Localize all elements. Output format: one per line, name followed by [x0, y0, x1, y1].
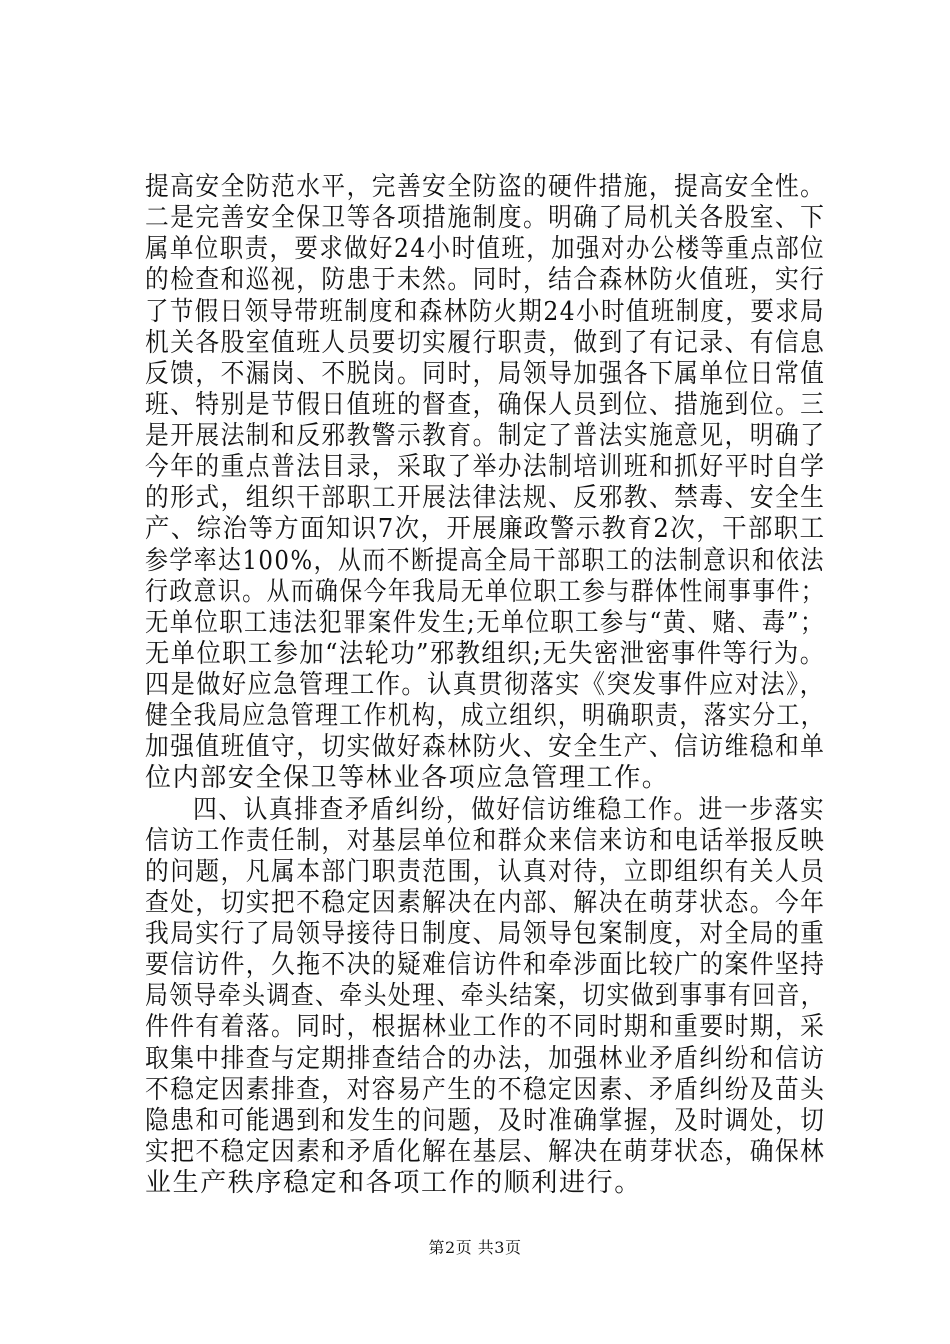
body-line: 无单位职工参加“法轮功”邪教组织;无失密泄密事件等行为。: [145, 639, 826, 669]
body-line: 属单位职责，要求做好24小时值班，加强对办公楼等重点部位: [145, 234, 826, 264]
body-line: 是开展法制和反邪教警示教育。制定了普法实施意见，明确了: [145, 421, 826, 451]
body-line: 参学率达100%，从而不断提高全局干部职工的法制意识和依法: [145, 546, 825, 576]
body-line: 信访工作责任制，对基层单位和群众来信来访和电话举报反映: [145, 826, 826, 856]
body-line: 业生产秩序稳定和各项工作的顺利进行。: [145, 1168, 642, 1198]
body-line: 加强值班值守，切实做好森林防火、安全生产、信访维稳和单: [145, 732, 826, 762]
body-line: 行政意识。从而确保今年我局无单位职工参与群体性闹事事件；: [145, 577, 826, 607]
body-line: 今年的重点普法目录，采取了举办法制培训班和抓好平时自学: [145, 452, 826, 482]
section-heading-line: 四、认真排查矛盾纠纷，做好信访维稳工作。进一步落实: [193, 795, 826, 825]
body-line: 查处，切实把不稳定因素解决在内部、解决在萌芽状态。今年: [145, 888, 826, 918]
body-line: 取集中排查与定期排查结合的办法，加强林业矛盾纠纷和信访: [145, 1044, 826, 1074]
body-line: 要信访件，久拖不决的疑难信访件和牵涉面比较广的案件坚持: [145, 950, 826, 980]
body-line: 四是做好应急管理工作。认真贯彻落实《突发事件应对法》，: [145, 670, 826, 700]
body-line: 的问题，凡属本部门职责范围，认真对待，立即组织有关人员: [145, 857, 826, 887]
body-line: 机关各股室值班人员要切实履行职责，做到了有记录、有信息: [145, 328, 826, 358]
body-line: 二是完善安全保卫等各项措施制度。明确了局机关各股室、下: [145, 203, 826, 233]
body-line: 位内部安全保卫等林业各项应急管理工作。: [145, 763, 670, 793]
body-line: 隐患和可能遇到和发生的问题，及时准确掌握，及时调处，切: [145, 1106, 826, 1136]
body-line: 无单位职工违法犯罪案件发生;无单位职工参与“黄、赌、毒”；: [145, 608, 825, 638]
body-line: 局领导牵头调查、牵头处理、牵头结案，切实做到事事有回音，: [145, 981, 826, 1011]
body-line: 的检查和巡视，防患于未然。同时，结合森林防火值班，实行: [145, 265, 826, 295]
body-line: 的形式，组织干部职工开展法律法规、反邪教、禁毒、安全生: [145, 483, 826, 513]
page-number: 第2页 共3页: [428, 1238, 522, 1257]
body-line: 班、特别是节假日值班的督查，确保人员到位、措施到位。三: [145, 390, 826, 420]
body-line: 产、综治等方面知识7次，开展廉政警示教育2次，干部职工: [145, 514, 826, 544]
page-footer: [0, 1238, 950, 1258]
body-line: 我局实行了局领导接待日制度、局领导包案制度，对全局的重: [145, 919, 826, 949]
body-line: 不稳定因素排查，对容易产生的不稳定因素、矛盾纠纷及苗头: [145, 1075, 826, 1105]
body-line: 提高安全防范水平，完善安全防盗的硬件措施，提高安全性。: [145, 172, 826, 202]
body-line: 件件有着落。同时，根据林业工作的不同时期和重要时期，采: [145, 1012, 826, 1042]
body-line: 了节假日领导带班制度和森林防火期24小时值班制度，要求局: [145, 297, 826, 327]
body-line: 健全我局应急管理工作机构，成立组织，明确职责，落实分工，: [145, 701, 826, 731]
body-line: 实把不稳定因素和矛盾化解在基层、解决在萌芽状态，确保林: [145, 1137, 826, 1167]
body-line: 反馈，不漏岗、不脱岗。同时，局领导加强各下属单位日常值: [145, 359, 826, 389]
